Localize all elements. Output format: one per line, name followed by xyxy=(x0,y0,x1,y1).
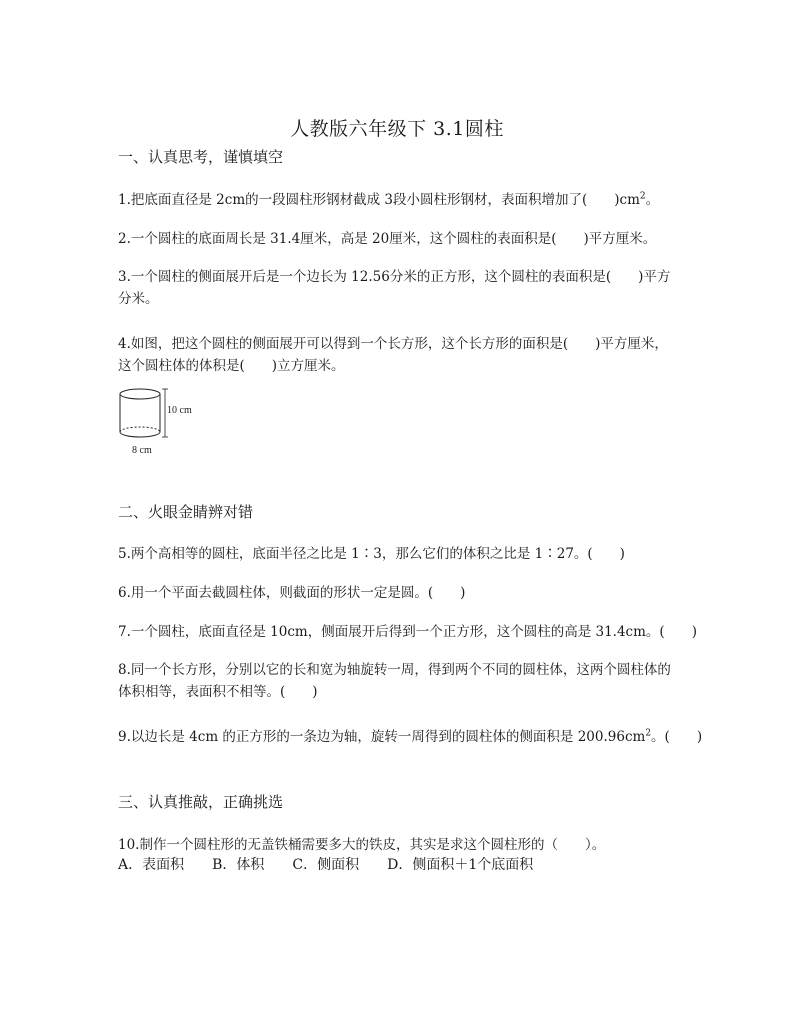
question-1-superscript: 2 xyxy=(639,191,646,202)
question-4-line-1: 4.如图，把这个圆柱的侧面展开可以得到一个长方形，这个长方形的面积是( )平方厘米， xyxy=(118,336,668,352)
question-3-line-1: 3.一个圆柱的侧面展开后是一个边长为 12.56分米的正方形，这个圆柱的表面积是( )平方 xyxy=(118,269,671,285)
question-10: 10.制作一个圆柱形的无盖铁桶需要多大的铁皮，其实是求这个圆柱形的（ ）。 xyxy=(118,837,606,853)
question-9-text: 9.以边长是 4cm 的正方形的一条边为轴，旋转一周得到的圆柱体的侧面积是 200.96cm xyxy=(118,729,646,745)
question-8-line-2: 体积相等，表面积不相等。( ) xyxy=(118,684,318,700)
diameter-label: 8 cm xyxy=(132,445,152,456)
section-heading-true-false: 二、火眼金睛辨对错 xyxy=(118,503,254,521)
question-4 xyxy=(118,333,668,377)
height-label: 10 cm xyxy=(167,405,192,416)
question-3-line-2: 分米。 xyxy=(118,291,159,307)
cylinder-bottom-front xyxy=(120,432,160,437)
question-5: 5.两个高相等的圆柱，底面半径之比是 1∶3，那么它们的体积之比是 1∶27。( ) xyxy=(118,546,625,562)
cylinder-top-ellipse xyxy=(120,389,160,399)
question-1-text: 1.把底面直径是 2cm的一段圆柱形钢材截成 3段小圆柱形钢材，表面积增加了( )cm xyxy=(118,192,640,208)
question-8 xyxy=(118,659,671,703)
page-title: 人教版六年级下 3.1圆柱 xyxy=(290,118,504,140)
cylinder-bottom-back xyxy=(120,427,160,432)
question-10-choices: A．表面积 B．体积 C．侧面积 D．侧面积＋1个底面积 xyxy=(118,857,534,873)
cylinder-figure xyxy=(110,385,220,460)
question-9-superscript: 2 xyxy=(645,728,652,739)
section-heading-multiple-choice: 三、认真推敲，正确挑选 xyxy=(118,793,284,811)
question-1-end: 。 xyxy=(645,192,660,208)
question-9-end: 。( ) xyxy=(651,729,703,745)
section-heading-fill-in: 一、认真思考，谨慎填空 xyxy=(118,148,284,166)
question-6: 6.用一个平面去截圆柱体，则截面的形状一定是圆。( ) xyxy=(118,585,466,601)
question-4-line-2: 这个圆柱体的体积是( )立方厘米。 xyxy=(118,358,345,374)
question-9 xyxy=(118,726,702,748)
question-7: 7.一个圆柱，底面直径是 10cm，侧面展开后得到一个正方形，这个圆柱的高是 31.4cm。( ) xyxy=(118,624,697,640)
question-3 xyxy=(118,266,670,310)
question-8-line-1: 8.同一个长方形，分别以它的长和宽为轴旋转一周，得到两个不同的圆柱体，这两个圆柱体的 xyxy=(118,662,671,678)
question-1 xyxy=(118,189,659,211)
question-2: 2.一个圆柱的底面周长是 31.4厘米，高是 20厘米，这个圆柱的表面积是( )平方厘米。 xyxy=(118,231,657,247)
